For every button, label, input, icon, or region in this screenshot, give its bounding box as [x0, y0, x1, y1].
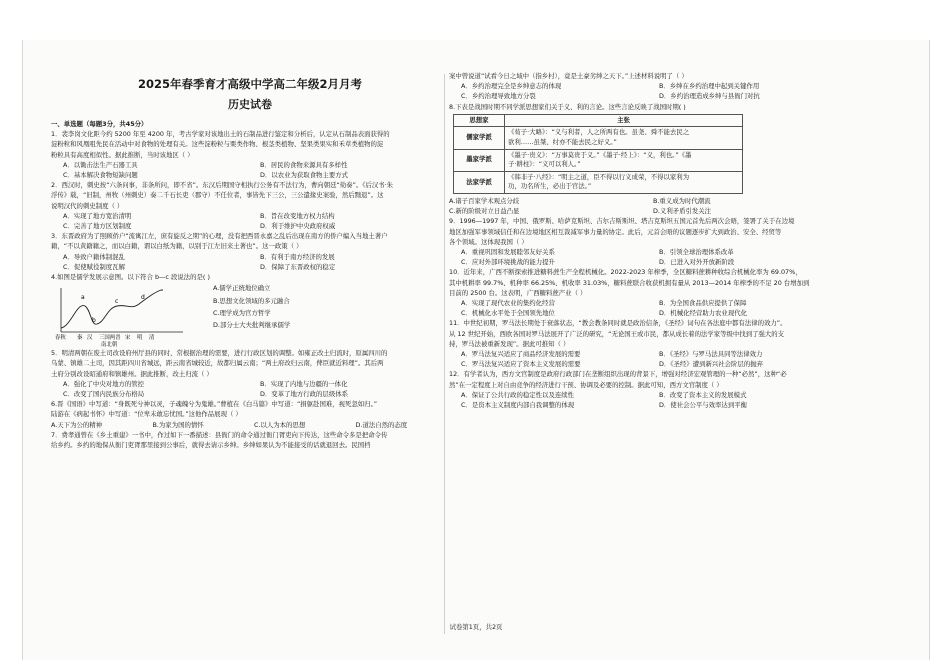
claim-line: 《荀子·大略》：“义与利者，人之所两有也。虽尧、舜不能去民之: [508, 128, 690, 137]
option-c: C．改变了国内民族分布格局: [63, 390, 145, 399]
table-header-claim: 主张: [505, 114, 743, 127]
question-11: [449, 318, 849, 369]
axis-label: 三国两晋: [99, 335, 121, 342]
table-row: [454, 171, 743, 193]
claim-cell: [505, 171, 743, 193]
option-c: C．完善了地方区划制度: [63, 222, 132, 231]
question-text: 其中机耕率 99.7%、机种率 66.25%、机收率 31.03%，糖料蔗联合收获机拥有量从 2013—2014 年榨季的不足 20 台增加到: [449, 278, 810, 287]
question-2: [51, 180, 449, 231]
option-c: C.理学成为官方哲学: [213, 309, 271, 318]
option-b: B．旨在改变地方权力结构: [260, 211, 335, 220]
option-d: D．机械化经营助力农业现代化: [659, 309, 747, 318]
school-cell: 儒家学派: [454, 127, 505, 149]
option-b: B．《圣经》与罗马法具同等法律效力: [659, 350, 763, 359]
option-c: C.新的阶级对立日益凸显: [449, 207, 520, 216]
question-text: 5．明清两朝在废土司改设府州厅县的同时，常根据治理的需要，进行行政区划的调整。如雍正改土归流时，原属四川的: [51, 349, 388, 358]
question-text: 说明汉代的刺史制度（ ）: [51, 201, 124, 210]
question-text: 陆游在《病起书怀》中写道：“位卑未敢忘忧国。”这他作品展现（ ）: [51, 410, 242, 419]
question-text: 12．有学者认为，西方文官制度是政府行政部门在垄断组织出现的背景下，增强对经济宏观管理的一种“必然”，这种“必: [449, 370, 787, 379]
option-d: D.部分士大夫批判继承儒学: [213, 321, 291, 330]
option-a: A.诸子百家学术观点分歧: [449, 196, 520, 205]
axis-label: 宋: [125, 335, 131, 342]
question-text: 2．西汉时，刺史按“六条问事，非条所问，即不省”。东汉后期国守相执行公务有不法行为，曹向朝廷“劾奏”。《后汉书·朱: [51, 181, 394, 190]
claim-line: 功，功名所生，必出于官法。”: [508, 182, 592, 191]
option-a: A．重视巩固和发展睦邻友好关系: [461, 247, 555, 256]
question-text: 各个领域。这体现我国（ ）: [449, 237, 528, 246]
option-d: D．乡约治理造成乡绅与县衙门对抗: [659, 92, 760, 101]
page-subtitle: 历史试卷: [228, 98, 272, 111]
option-a: A.儒学正统地位确立: [213, 284, 271, 293]
question-text: 目前的 2500 台。这表明，广西糖料蔗产业（ ）: [449, 288, 587, 297]
option-c: C．应对外部环境挑战的能力提升: [461, 258, 555, 267]
question-text: 3．东晋政府为了照顾侨户“流寓江左，庶有旋反之期”的心理，没有把西晋永嘉之乱后出现在南方的侨户编入当地土著户: [51, 232, 388, 241]
claim-line: 子·耕柱》：“义可以利人。”: [508, 160, 581, 169]
exam-sheet: [22, 40, 930, 660]
question-text: 11．中世纪初期，罗马法长期处于衰落状态，“教会教条同时就是政治信条，《圣经》词句在各法庭中都有法律的效力”。: [449, 319, 787, 328]
option-d: D.义利矛盾引发关注: [653, 207, 712, 216]
right-column: [449, 71, 849, 410]
claim-line: 《墨子·贵义》：“万事莫贵于义。”《墨子·经上》：“义，利也。”《墨: [508, 150, 692, 159]
claim-cell: [505, 149, 743, 171]
axis-label: 明: [137, 335, 143, 342]
option-a: A．罗马法复兴适应了商品经济发展的需要: [461, 350, 581, 359]
option-b: B．为全国食品供应提供了保障: [659, 299, 747, 307]
option-d: D．已进入对外开放新阶段: [659, 258, 735, 267]
page-title: 2025年春季育才高级中学高二年级2月月考: [137, 77, 362, 91]
question-1: [51, 129, 449, 180]
table-row: [454, 127, 743, 149]
left-column: [51, 40, 449, 450]
axis-label: 南北朝: [101, 342, 118, 349]
claim-cell: [505, 127, 743, 149]
option-c: C.以人为本的思想: [254, 420, 306, 429]
option-d: D．变革了地方行政的层级体系: [260, 390, 348, 399]
question-7: [51, 430, 449, 450]
question-text: 淀粉粒和风凰咀先民在活动中对食物的处理有关。这些淀粉粒与栗类作物、根茎类植物、坚果类果实和禾草类植物的淀: [51, 140, 384, 149]
option-d: D．保障了东晋政权的稳定: [260, 262, 336, 271]
question-text: 地区加强军事领域信任和在边境地区相互裁减军事力量的协定。此后，元首会晤的议题逐步扩大到政治、安全、经贸等: [449, 227, 782, 236]
confucianism-development-figure: [51, 282, 191, 348]
option-c: C．罗马法复兴适应了资本主义发展的需要: [461, 360, 581, 369]
question-text: 土府分别改设昭通府和镇雄州。据此推断，改土归流（ ）: [51, 369, 213, 378]
option-c: C．促使赋役制度瓦解: [63, 262, 125, 271]
question-text: 6.晋《国语》中写道：“身既死兮神以灵，子魂魄兮为鬼雄。”曹植在《白马篇》中写道：“捐躯赴国难，视死忽如归。”: [51, 400, 378, 409]
option-b: B．有利于南方经济的发展: [260, 252, 335, 261]
option-d: D．以农业为获取食物主要方式: [260, 171, 348, 180]
option-b: B.为家为国的情怀: [152, 420, 204, 429]
section-heading: 一、单选题（每题3分，共45分）: [51, 120, 148, 128]
option-b: B．居民的食物来源具有多样性: [260, 160, 348, 169]
question-text: 粉粒具有高度相似性。据此推断，当时该地区（ ）: [51, 150, 194, 159]
option-d: D．《圣经》遭到新兴社会阶层的抛弃: [659, 360, 763, 369]
confucianism-curve-diagram: [51, 282, 191, 348]
question-10: [449, 267, 849, 318]
page-footer: 试卷第1页，共2页: [449, 623, 503, 631]
question-text: 籍，“不以黄籍籍之，而以白籍，谓以白纸为籍，以别于江左旧来土著也”。这一政策（ ）: [51, 242, 303, 251]
question-text: 1．裴李岗文化距今约 5200 年至 4200 年，考古学家对该地出土的石制品进行鉴定和分析后，认定从石制品表面获得的: [51, 130, 390, 139]
question-text: 9．1996—1997 年，中国、俄罗斯、哈萨克斯坦、吉尔吉斯斯坦、塔吉克斯坦五国元首先后两次会晤，签署了关于在边境: [449, 217, 795, 226]
option-c: C．是资本主义制度内部自我调整的体现: [461, 401, 575, 410]
option-a: A．实现了地方宽治清明: [63, 211, 132, 220]
option-b: B．引领全球治理体系改革: [659, 247, 734, 256]
option-b: B．乡绅在乡约治理中起到关键作用: [659, 82, 760, 91]
point-label-b: b: [92, 317, 96, 325]
question-text: 4.如图是儒学发展示意图。以下符合 b—c 段说法的是( ): [51, 273, 210, 282]
option-a: A．实现了现代农业的集约化经营: [461, 299, 555, 307]
option-b: B．改变了资本主义的发展模式: [659, 390, 747, 399]
option-b: B．实现了内地与边疆的一体化: [260, 379, 348, 388]
question-4: [51, 272, 449, 348]
claim-line: 《韩非子·八经》：“明主之道，臣不得以行义成荣，不得以家利为: [508, 172, 690, 181]
option-a: A．以锄击法生产石器工具: [63, 160, 138, 169]
question-8: [449, 102, 849, 217]
question-text: 乌蒙、镇雄二土司，因其距四川省城远，距云南省城较近，故都归属云南；“两土府改归云南，俾臣就近料理”。其后两: [51, 359, 384, 368]
question-12: [449, 369, 849, 410]
question-3: [51, 231, 449, 272]
axis-label: 汉: [87, 335, 93, 342]
question-text: 给乡约。乡约的地保从衙门吏胥那里接到公事后，就得去请示乡绅。乡绅如果认为不能接受的话就退回去。民国档: [51, 441, 371, 450]
question-text: 7．费孝通曾在《乡土重建》一书中，作过如下一番描述：县衙门的命令通过衙门胥吏向下传达，这些命令多是把命令传: [51, 430, 388, 439]
claim-line: 欲利……虽桀、纣亦不能去民之好义。”: [508, 138, 617, 146]
point-label-a: a: [81, 294, 85, 302]
school-cell: 墨家学派: [454, 149, 505, 171]
point-label-d: d: [141, 294, 145, 302]
question-text: 从 12 世纪开始，西欧各国对罗马法展开了广泛的研究，“无论国王或市民，都从成长着的法学家等级中找到了强大的支: [449, 329, 785, 338]
question-9: [449, 216, 849, 267]
option-a: A．导致户籍体制混乱: [63, 252, 125, 261]
axis-label: 春秋: [55, 335, 66, 342]
question-text: 10．近年来，广西不断探索推进糖料蔗生产全程机械化。2022-2023 年榨季，全区糖料蔗耕种收综合机械化率为 69.07%，: [449, 268, 802, 277]
option-a: A．保证了公共行政的稳定性以及连续性: [461, 390, 575, 399]
question-5: [51, 348, 449, 399]
option-d: D.道法自然的态度: [355, 420, 408, 429]
question-text: 案中曾说道“试看今日之域中（指乡村），竟是土豪劣绅之天下。”上述材料说明了（ ）: [449, 72, 688, 80]
point-label-c: c: [115, 298, 119, 306]
axis-label: 清: [149, 335, 155, 342]
axis-label: 秦: [77, 335, 83, 342]
school-cell: 法家学派: [454, 171, 505, 193]
table-row: [454, 149, 743, 171]
question-6: [51, 399, 449, 430]
option-c: C．基本解决食物短缺问题: [63, 171, 138, 180]
question-text: 浮传》载，“旧制，州牧（州刺史）奏二千石长吏（郡守）不任位者，事皆先下三公，三公遣掾史案验，然后黜退”。这: [51, 191, 384, 200]
question-text: 然”在一定程度上对自由竞争的经济进行干预、协调及必要的控制。据此可知，西方文官制度（ ）: [449, 380, 723, 389]
development-curve: [61, 290, 163, 328]
option-b: B.思想文化领域的多元融合: [213, 296, 290, 305]
table-header-thinker: 思想家: [454, 114, 505, 127]
option-d: D．使社会公平与效率达到平衡: [659, 401, 747, 410]
question-text: 8.下表是战国时期不同学派思想家们关于义、利的言论。这些言论反映了战国时期( ): [449, 102, 686, 111]
option-b: B.重义成为时代潮流: [653, 196, 711, 205]
option-a: A．乡约治理完全是乡绅意志的体现: [461, 82, 562, 91]
option-a: A．强化了中央对地方的管控: [63, 379, 145, 388]
question-text: 持，罗马法被重新发现”。据此可推知（ ）: [449, 339, 570, 348]
option-a: A.天下为公的精神: [51, 420, 103, 429]
option-d: D．利于维护中央政府权威: [260, 222, 336, 231]
philosophy-table: [453, 114, 743, 194]
option-c: C．机械化水平处于全国领先地位: [461, 309, 555, 318]
option-c: C．乡约治理导致地方分裂: [461, 92, 536, 101]
